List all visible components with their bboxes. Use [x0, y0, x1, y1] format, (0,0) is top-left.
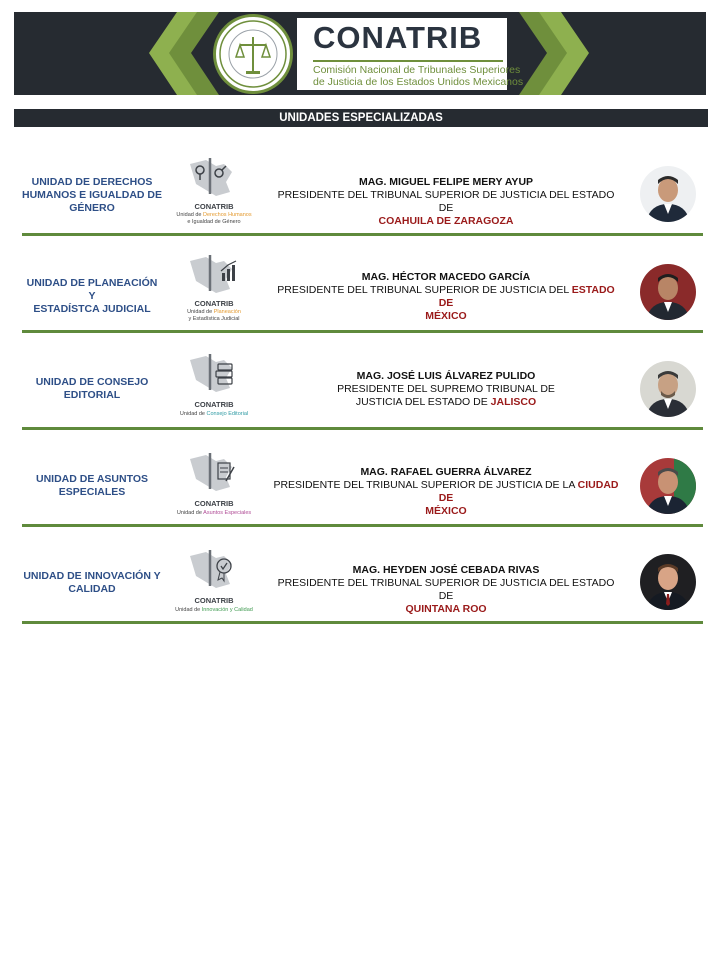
section-title: UNIDADES ESPECIALIZADAS	[14, 109, 708, 127]
magistrate-info	[270, 176, 622, 228]
logo-brand: CONATRIB	[194, 499, 234, 508]
unit-name: UNIDAD DE PLANEACIÓN Y ESTADÍSTCA JUDICIAL	[26, 277, 158, 315]
unit-row-derechos-humanos	[22, 140, 703, 236]
document-pen-icon	[186, 451, 242, 495]
brand-subtitle: Comisión Nacional de Tribunales Superiores de Justicia de los Estados Unidos Mexicanos	[313, 64, 524, 88]
row-divider	[22, 621, 703, 624]
magistrate-name: MAG. HÉCTOR MACEDO GARCÍA	[361, 271, 531, 283]
portrait-macedo-garcia	[640, 264, 696, 320]
magistrate-position: PRESIDENTE DEL SUPREMO TRIBUNAL DE JUSTICIA DEL ESTADO DE JALISCO	[337, 383, 555, 408]
magistrate-info	[270, 466, 622, 518]
gender-symbols-icon	[186, 156, 242, 200]
magistrate-info	[270, 271, 622, 323]
logo-caption: Unidad de Asuntos Especiales	[176, 510, 252, 516]
logo-caption: Unidad de Derechos Humanos e Igualdad de Género	[176, 212, 252, 225]
row-divider	[22, 524, 703, 527]
unit-name: UNIDAD DE CONSEJO EDITORIAL	[35, 376, 149, 401]
portrait-cebada-rivas	[640, 554, 696, 610]
row-divider	[22, 330, 703, 333]
unit-name: UNIDAD DE INNOVACIÓN Y CALIDAD	[23, 570, 161, 595]
magistrate-info	[270, 370, 622, 409]
header-banner	[14, 12, 706, 95]
logo-caption: Unidad de Planeación y Estadística Judicial	[187, 309, 241, 322]
bar-chart-icon	[186, 253, 242, 297]
magistrate-position: PRESIDENTE DEL TRIBUNAL SUPERIOR DE JUSTICIA DE LA CIUDAD DE MÉXICO	[273, 479, 619, 517]
magistrate-name: MAG. JOSÉ LUIS ÁLVAREZ PULIDO	[356, 370, 536, 382]
portrait-mery-ayup	[640, 166, 696, 222]
logo-brand: CONATRIB	[194, 202, 234, 211]
books-icon	[186, 352, 242, 396]
logo-caption: Unidad de Consejo Editorial	[179, 411, 249, 417]
portrait-guerra-alvarez	[640, 458, 696, 514]
unit-logo	[168, 352, 260, 430]
logo-brand: CONATRIB	[194, 596, 234, 605]
scales-of-justice-icon	[216, 17, 290, 91]
row-divider	[22, 427, 703, 430]
logo-brand: CONATRIB	[194, 299, 234, 308]
unit-row-consejo-editorial	[22, 334, 703, 430]
right-chevrons-decoration	[519, 12, 589, 95]
magistrate-name: MAG. HEYDEN JOSÉ CEBADA RIVAS	[352, 564, 540, 576]
unit-name: UNIDAD DE ASUNTOS ESPECIALES	[35, 473, 148, 498]
magistrate-info	[270, 564, 622, 616]
magistrate-position: PRESIDENTE DEL TRIBUNAL SUPERIOR DE JUSTICIA DEL ESTADO DE MÉXICO	[277, 284, 615, 322]
unit-logo	[168, 253, 260, 331]
unit-name: UNIDAD DE DERECHOS HUMANOS E IGUALDAD DE GÉNERO	[22, 176, 163, 214]
unit-row-asuntos-especiales	[22, 431, 703, 527]
unit-row-planeacion	[22, 237, 703, 333]
unit-logo	[168, 451, 260, 529]
unit-logo	[168, 156, 260, 234]
row-divider	[22, 233, 703, 236]
magistrate-name: MAG. RAFAEL GUERRA ÁLVAREZ	[360, 466, 532, 478]
left-chevrons-decoration	[149, 12, 219, 95]
conatrib-seal-logo	[213, 14, 293, 94]
brand-panel	[297, 18, 524, 90]
logo-caption: Unidad de Innovación y Calidad	[175, 607, 253, 613]
magistrate-position: PRESIDENTE DEL TRIBUNAL SUPERIOR DE JUSTICIA DEL ESTADO DE COAHUILA DE ZARAGOZA	[277, 189, 615, 227]
magistrate-name: MAG. MIGUEL FELIPE MERY AYUP	[358, 176, 534, 188]
quality-seal-icon	[186, 548, 242, 592]
brand-name: CONATRIB	[313, 20, 483, 55]
unit-logo	[168, 548, 260, 626]
brand-divider	[313, 60, 503, 62]
magistrate-position: PRESIDENTE DEL TRIBUNAL SUPERIOR DE JUSTICIA DEL ESTADO DE QUINTANA ROO	[277, 577, 615, 615]
unit-row-innovacion	[22, 528, 703, 624]
logo-brand: CONATRIB	[194, 400, 234, 409]
portrait-alvarez-pulido	[640, 361, 696, 417]
